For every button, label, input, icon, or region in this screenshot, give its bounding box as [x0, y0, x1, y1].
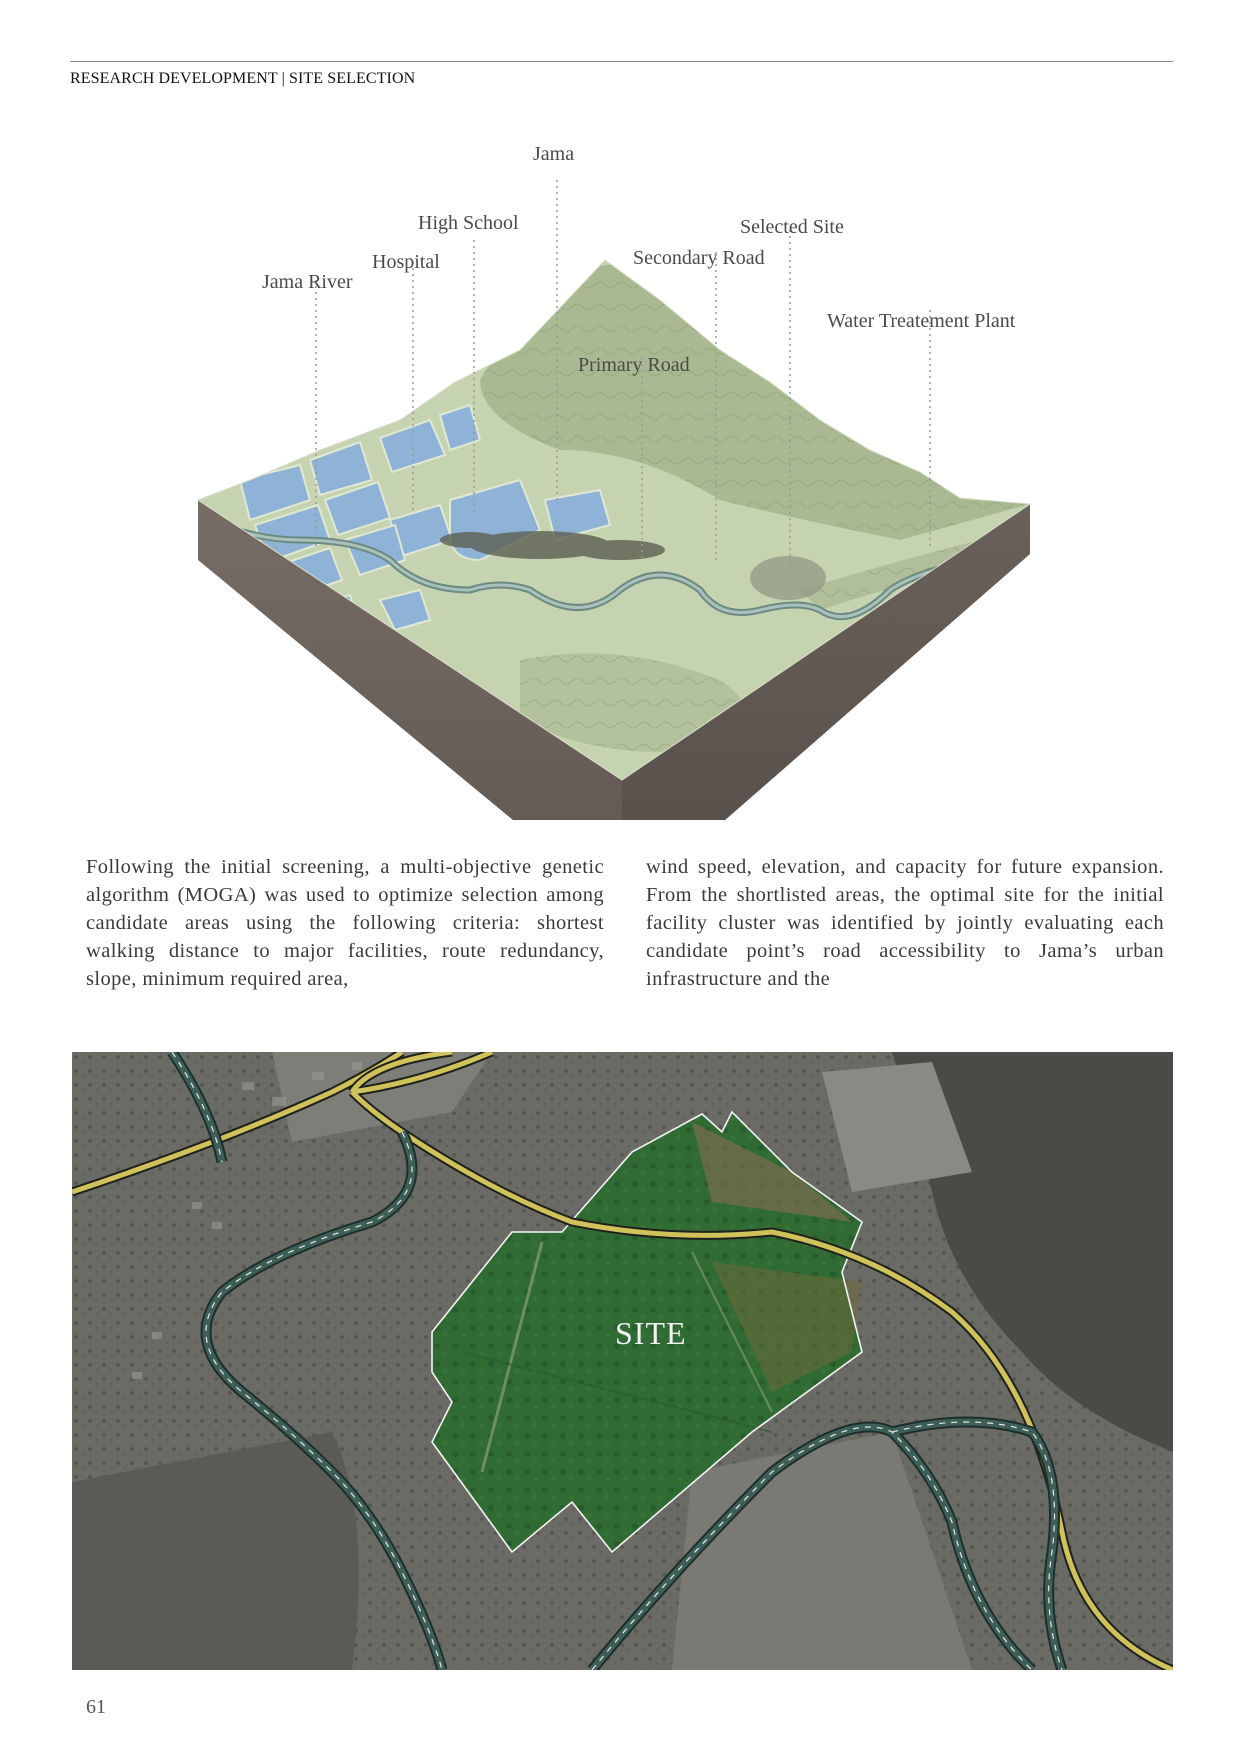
label-secondary-road: Secondary Road — [633, 247, 765, 269]
label-hospital: Hospital — [372, 251, 440, 273]
label-selected-site: Selected Site — [740, 216, 844, 238]
body-text-column-1: Following the initial screening, a multi-objective genetic algorithm (MOGA) was used to optimize selection among candidate areas using the following criteria: shortest walking distance to major facilities, route redundancy, slope, minimum required area, — [86, 856, 604, 990]
terrain-diagram — [0, 120, 1243, 820]
header-rule — [70, 61, 1173, 62]
label-primary-road: Primary Road — [578, 354, 690, 376]
page-number: 61 — [86, 1696, 106, 1718]
selected-site-marker — [750, 556, 826, 600]
label-jama-river: Jama River — [262, 271, 353, 293]
label-high-school: High School — [418, 212, 519, 234]
label-jama: Jama — [533, 143, 575, 165]
site-label: SITE — [615, 1315, 687, 1351]
label-water-plant: Water Treatement Plant — [827, 310, 1016, 332]
body-text-column-2: wind speed, elevation, and capacity for future expansion. From the shortlisted areas, the optimal site for the initial facility cluster was identified by jointly evaluating each candidate point’s road accessibility to Jama’s urban infrastructure and the — [646, 856, 1164, 990]
section-header: RESEARCH DEVELOPMENT | SITE SELECTION — [70, 70, 416, 87]
aerial-site-map — [72, 1052, 1173, 1670]
